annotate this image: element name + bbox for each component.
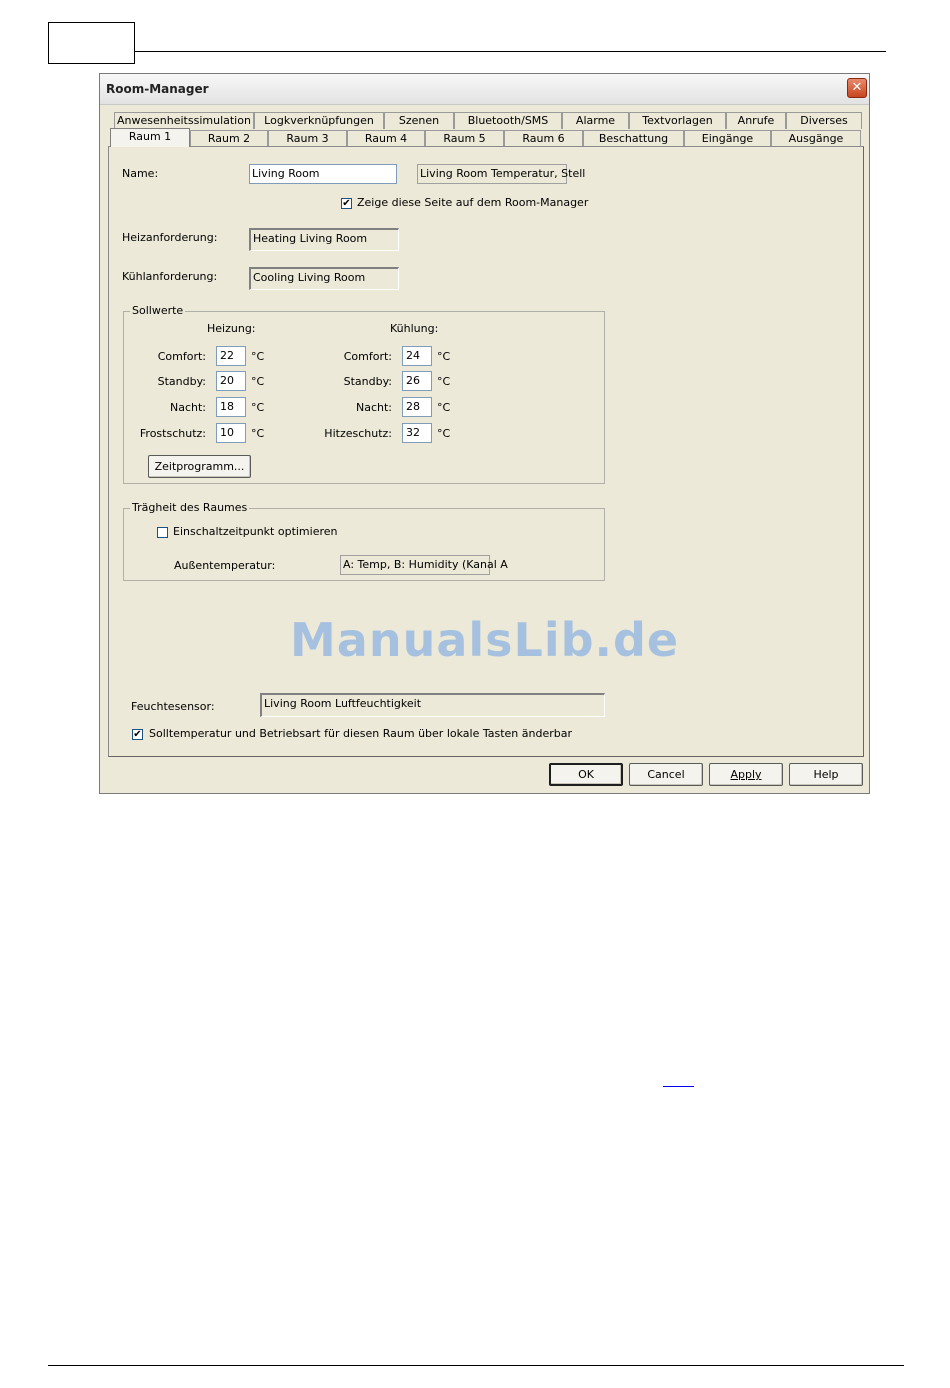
room-manager-dialog [99,73,870,794]
tab-alarme[interactable]: Alarme [562,112,629,129]
heat-demand-label: Heizanforderung: [122,231,218,244]
apply-button[interactable]: Apply [709,763,783,786]
unit-label: °C [437,350,451,363]
heating-frostschutz-input[interactable]: 10 [216,423,246,443]
tab-raum-4[interactable]: Raum 4 [347,130,425,147]
outdoor-temp-label: Außentemperatur: [174,559,276,572]
heating-nacht-input[interactable]: 18 [216,397,246,417]
cooling-comfort-label: Comfort: [343,350,392,363]
heating-nacht-label: Nacht: [169,401,206,414]
page-number-box [48,22,135,64]
outdoor-temp-field[interactable]: A: Temp, B: Humidity (Kanal A [340,555,490,575]
local-keys-checkbox[interactable] [132,729,143,740]
heating-comfort-label: Comfort: [157,350,206,363]
sollwerte-title: Sollwerte [132,304,184,317]
optimize-checkbox[interactable] [157,527,168,538]
cool-demand-field[interactable]: Cooling Living Room [249,267,399,290]
checkmark-icon: ✔ [342,198,351,209]
dialog-title: Room-Manager [106,82,209,96]
cooling-nacht-label: Nacht: [355,401,392,414]
heizung-header: Heizung: [207,322,256,335]
tab-raum-5[interactable]: Raum 5 [425,130,504,147]
tab-raum-2[interactable]: Raum 2 [190,130,268,147]
header-rule [134,51,886,52]
unit-label: °C [251,350,265,363]
cooling-hitzeschutz-label: Hitzeschutz: [324,427,392,440]
zeitprogramm-button[interactable]: Zeitprogramm... [148,455,251,478]
page-link[interactable] [663,1086,694,1087]
traegheit-title: Trägheit des Raumes [132,501,248,514]
tab-szenen[interactable]: Szenen [384,112,454,129]
unit-label: °C [251,401,265,414]
local-keys-label: Solltemperatur und Betriebsart für diesen Raum über lokale Tasten änderbar [149,727,572,740]
cooling-standby-label: Standby: [343,375,392,388]
optimize-label: Einschaltzeitpunkt optimieren [173,525,338,538]
show-page-label: Zeige diese Seite auf dem Room-Manager [357,196,589,209]
tab-eingaenge[interactable]: Eingänge [684,130,771,147]
sollwerte-group [123,304,605,484]
heating-comfort-input[interactable]: 22 [216,346,246,366]
tab-logkverknuepfungen[interactable]: Logkverknüpfungen [254,112,384,129]
unit-label: °C [251,375,265,388]
cooling-nacht-input[interactable]: 28 [402,397,432,417]
name-input[interactable]: Living Room [249,164,397,184]
unit-label: °C [437,427,451,440]
name-label: Name: [122,167,159,180]
tab-anrufe[interactable]: Anrufe [726,112,786,129]
heating-standby-input[interactable]: 20 [216,371,246,391]
humidity-sensor-field[interactable]: Living Room Luftfeuchtigkeit [260,693,605,717]
cancel-button[interactable]: Cancel [629,763,703,786]
name-description-field[interactable]: Living Room Temperatur, Stell [417,164,567,184]
title-bar [100,74,869,105]
tab-raum-1[interactable]: Raum 1 [110,128,190,147]
tab-ausgaenge[interactable]: Ausgänge [771,130,861,147]
ok-button[interactable]: OK [549,763,623,786]
kuehlung-header: Kühlung: [390,322,439,335]
heating-standby-label: Standby: [157,375,206,388]
humidity-sensor-label: Feuchtesensor: [131,700,215,713]
close-icon[interactable]: ✕ [847,78,867,98]
checkmark-icon: ✔ [133,729,142,740]
traegheit-group [123,501,605,581]
cooling-comfort-input[interactable]: 24 [402,346,432,366]
cool-demand-label: Kühlanforderung: [122,270,218,283]
footer-rule [48,1365,904,1366]
unit-label: °C [437,401,451,414]
heating-frostschutz-label: Frostschutz: [139,427,206,440]
unit-label: °C [437,375,451,388]
tab-raum-6[interactable]: Raum 6 [504,130,583,147]
help-button[interactable]: Help [789,763,863,786]
tab-anwesenheitssimulation[interactable]: Anwesenheitssimulation [114,112,254,129]
tab-diverses[interactable]: Diverses [786,112,862,129]
cooling-standby-input[interactable]: 26 [402,371,432,391]
cooling-hitzeschutz-input[interactable]: 32 [402,423,432,443]
show-page-checkbox[interactable] [341,198,352,209]
tab-textvorlagen[interactable]: Textvorlagen [629,112,726,129]
heat-demand-field[interactable]: Heating Living Room [249,228,399,251]
tab-beschattung[interactable]: Beschattung [583,130,684,147]
watermark: ManualsLib.de [290,613,680,667]
tab-raum-3[interactable]: Raum 3 [268,130,347,147]
unit-label: °C [251,427,265,440]
tab-bluetooth-sms[interactable]: Bluetooth/SMS [454,112,562,129]
